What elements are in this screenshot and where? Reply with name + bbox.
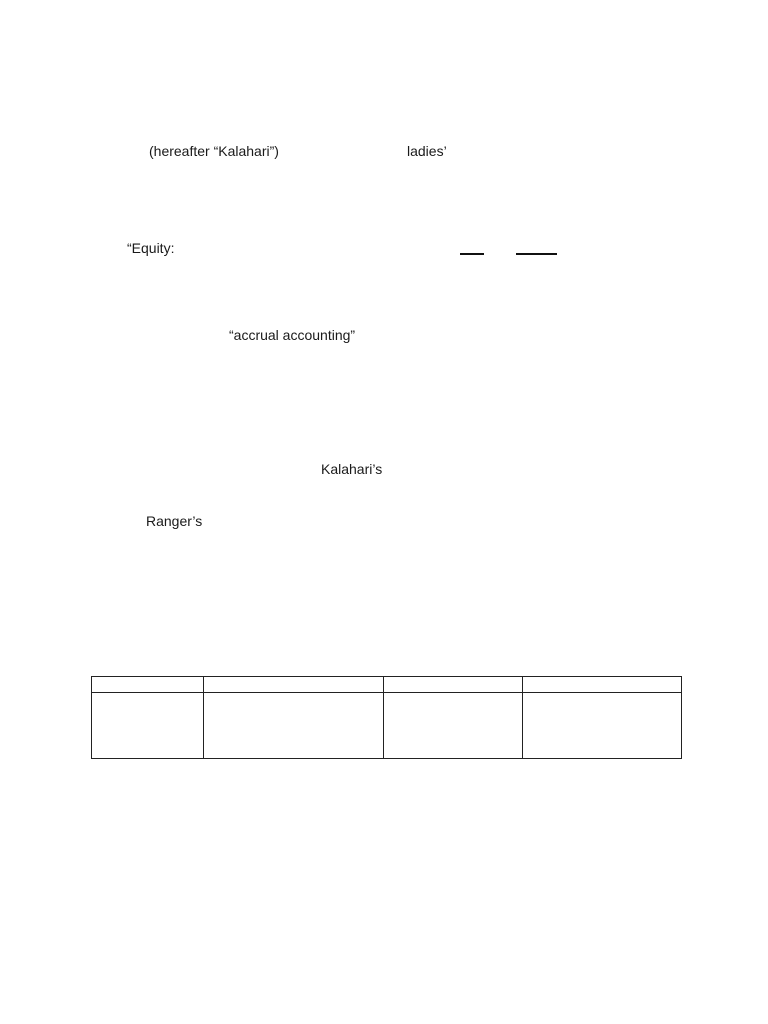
table-cell: [523, 693, 682, 759]
table-cell: [523, 677, 682, 693]
accrual-accounting-text: “accrual accounting”: [229, 327, 356, 343]
underline-blank-long: [516, 253, 557, 255]
equity-text: “Equity:: [127, 240, 175, 256]
table-cell: [92, 677, 204, 693]
underline-blank-short: [460, 253, 484, 255]
ladies-text: ladies’: [407, 143, 447, 159]
hereafter-kalahari-text: (hereafter “Kalahari”): [149, 143, 279, 159]
table-row: [92, 693, 682, 759]
rangers-text: Ranger’s: [146, 513, 203, 529]
table-cell: [92, 693, 204, 759]
table-cell: [384, 693, 523, 759]
kalaharis-text: Kalahari’s: [321, 461, 383, 477]
table-header-row: [92, 677, 682, 693]
empty-table: [91, 676, 682, 759]
table-cell: [204, 677, 384, 693]
table-cell: [384, 677, 523, 693]
table-cell: [204, 693, 384, 759]
